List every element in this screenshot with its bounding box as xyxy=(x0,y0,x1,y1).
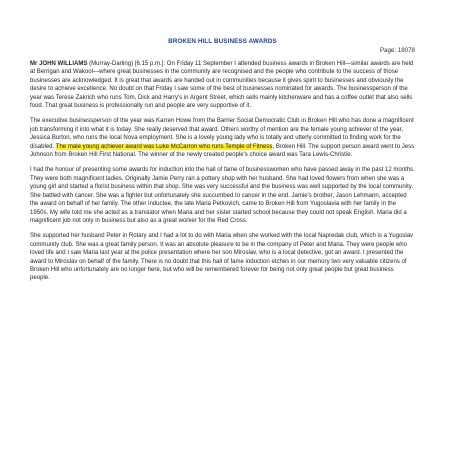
document-title: BROKEN HILL BUSINESS AWARDS xyxy=(168,38,277,45)
paragraph-2 xyxy=(30,117,415,159)
paragraph-4: She supported her husband Peter in Rotary and I had a lot to do with Maria when she worked with the local Napredak club, which is a Yugoslav community club. She was a great family person. It was an absolute pleasure to be in the company of Peter and Maria. They were people who loved life and I saw Maria last year at the police presentation where her son Miroslav, who is a local detective, got an award. I presented the award to Miroslav on behalf of the family. There is no doubt that this hall of fame induction etches in our memory two very valuable citizens of Broken Hill who unfortunately are no longer here, but who will be remembered forever for being not only great people but great business people. xyxy=(30,233,414,282)
paragraph-1-text: On Friday 11 September I attended business awards in Broken Hill—similar awards are held at Berrigan and Wakool—where great businesses in the community are recognised and the people who contribute to the success of those businesses are acknowledged. It is great that awards are handed out in communities because it gives spirit to businesses and obviously the desire to achieve excellence. No doubt on that Friday I saw some of the best of businesses nominated for awards. The businessperson of the year was Terese Zakrich who runs Tom, Dick and Harry's in Argent Street, which sells mainly kitchenware and has a coffee outlet that also sells food. That great business is professionally run and people are very supportive of it. xyxy=(30,61,414,110)
paragraph-1 xyxy=(30,60,415,110)
document-page xyxy=(30,38,415,283)
paragraph-2-text-before: The executive businessperson of the year was Karren Howe from the Barrier Social Democratic Club in Broken Hill who has done a magnificent job transforming it into what it is today. She really deserved that award. Others worthy of mention are the female young achiever of the year, Jessica Burton, who runs the local Nova employment. She is a lovely young lady who is totally and utterly committed to finding work for the disabled. xyxy=(30,118,414,150)
paragraph-2-text-after: , Broken Hill. The support person award went to Jess Johnson from Broken Hill First National. The winner of the newly created people's choice award was Tara Lewis-Christie. xyxy=(30,143,415,159)
speaker-details: (Murray-Darling) [6.15 p.m.]: xyxy=(87,61,167,67)
speaker-name: Mr JOHN WILLIAMS xyxy=(30,61,88,67)
highlighted-text: The male young achiever award was Luke McCarron who runs Temple of Fitness xyxy=(55,143,273,150)
page-reference: Page: 18078 xyxy=(379,47,415,54)
paragraph-3: I had the honour of presenting some awards for induction into the hall of fame of businesswomen who have passed away in the past 12 months. They were both magnificent ladies. Originally Jamie Perry ran a pottery shop with her husband. She had loved flowers from when she was a young girl and started a florist business within that shop. She was very successful and the business was well supported by the local community. She battled with cancer. She was a fighter but unfortunately she succumbed to cancer in the end. Jamie's brother, Jason Lehmann, accepted the award on behalf of her family. The other inductee, the late Maria Petkovich, came to Broken Hill from Yugoslavia with her family in the 1950s. My wife told me she acted as a translator when Maria and her sister started school because they could not speak English. Maria did a magnificent job not only in business but also as a great worker for the Red Cross. xyxy=(30,167,415,224)
